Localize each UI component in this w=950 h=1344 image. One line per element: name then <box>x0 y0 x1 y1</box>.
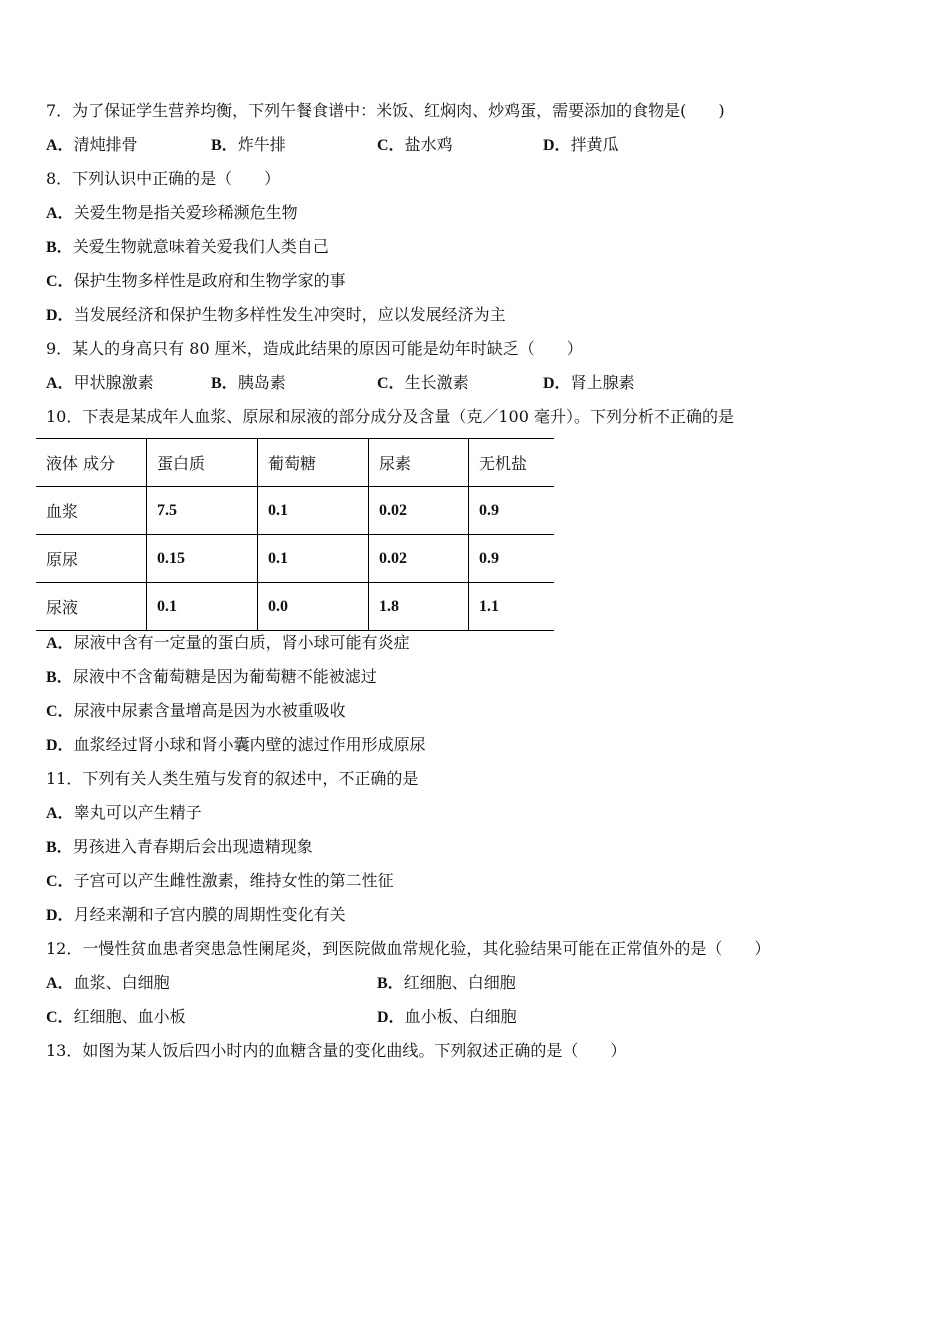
question-8-option-c[interactable] <box>46 269 346 293</box>
option-label: B． <box>377 975 404 992</box>
option-text: 炸牛排 <box>237 135 286 154</box>
option-label: C． <box>46 873 74 890</box>
option-label: B． <box>46 839 73 856</box>
option-text: 月经来潮和子宫内膜的周期性变化有关 <box>73 905 346 924</box>
table-cell: 0.02 <box>369 535 469 583</box>
question-8-option-d[interactable] <box>46 303 506 327</box>
option-a[interactable] <box>46 971 170 996</box>
option-label: D． <box>543 137 571 154</box>
table-row <box>36 487 554 535</box>
question-10-option-a[interactable] <box>46 631 410 655</box>
question-10-option-d[interactable] <box>46 733 426 757</box>
option-label: A． <box>46 635 74 652</box>
option-label: C． <box>46 703 74 720</box>
option-text: 拌黄瓜 <box>570 135 619 154</box>
option-text: 生长激素 <box>404 373 469 392</box>
option-a[interactable] <box>46 371 154 396</box>
option-label: A． <box>46 137 74 154</box>
question-8-option-a[interactable] <box>46 201 298 225</box>
question-8-stem: 8．下列认识中正确的是（ ） <box>46 169 281 188</box>
option-text: 胰岛素 <box>237 373 286 392</box>
option-text: 清炖排骨 <box>73 135 138 154</box>
question-8-option-b[interactable] <box>46 235 329 259</box>
question-7-stem: 7．为了保证学生营养均衡，下列午餐食谱中：米饭、红焖肉、炒鸡蛋，需要添加的食物是( ) <box>46 101 725 120</box>
table-cell: 1.1 <box>469 583 555 631</box>
option-label: C． <box>46 1009 74 1026</box>
table-cell: 0.15 <box>147 535 258 583</box>
option-text: 血浆、白细胞 <box>73 973 170 992</box>
option-label: B． <box>46 669 73 686</box>
table-row-label: 尿液 <box>36 583 147 631</box>
option-text: 甲状腺激素 <box>73 373 154 392</box>
option-text: 盐水鸡 <box>404 135 453 154</box>
table-row <box>36 535 554 583</box>
option-text: 血浆经过肾小球和肾小囊内壁的滤过作用形成原尿 <box>73 735 426 754</box>
option-text: 男孩进入青春期后会出现遗精现象 <box>72 837 313 856</box>
question-10-option-b[interactable] <box>46 665 377 689</box>
question-11-option-b[interactable] <box>46 835 313 859</box>
option-text: 当发展经济和保护生物多样性发生冲突时，应以发展经济为主 <box>73 305 506 324</box>
table-cell: 0.1 <box>147 583 258 631</box>
table-row <box>36 583 554 631</box>
option-label: A． <box>46 805 74 822</box>
option-text: 尿液中含有一定量的蛋白质，肾小球可能有炎症 <box>73 633 410 652</box>
option-label: C． <box>377 137 405 154</box>
option-text: 子宫可以产生雌性激素，维持女性的第二性征 <box>73 871 394 890</box>
table-cell: 0.1 <box>258 535 369 583</box>
question-9-stem: 9．某人的身高只有 80 厘米，造成此结果的原因可能是幼年时缺乏（ ） <box>46 339 583 358</box>
option-c[interactable] <box>377 371 469 396</box>
option-text: 睾丸可以产生精子 <box>73 803 202 822</box>
option-label: D． <box>46 737 74 754</box>
table-header-cell: 尿素 <box>369 439 469 487</box>
question-13-stem: 13．如图为某人饭后四小时内的血糖含量的变化曲线。下列叙述正确的是（ ） <box>46 1041 627 1060</box>
table-header-cell: 葡萄糖 <box>258 439 369 487</box>
table-row-label: 原尿 <box>36 535 147 583</box>
table-header-row <box>36 439 554 487</box>
table-header-cell: 蛋白质 <box>147 439 258 487</box>
question-10-option-c[interactable] <box>46 699 346 723</box>
option-text: 尿液中尿素含量增高是因为水被重吸收 <box>73 701 346 720</box>
option-label: A． <box>46 975 74 992</box>
table-cell: 7.5 <box>147 487 258 535</box>
table-cell: 0.1 <box>258 487 369 535</box>
option-label: B． <box>211 375 238 392</box>
table-header-cell: 无机盐 <box>469 439 555 487</box>
option-label: D． <box>377 1009 405 1026</box>
option-c[interactable] <box>46 1005 186 1030</box>
question-11-option-a[interactable] <box>46 801 202 825</box>
option-text: 肾上腺素 <box>570 373 635 392</box>
option-label: B． <box>211 137 238 154</box>
question-12-stem: 12．一慢性贫血患者突患急性阑尾炎，到医院做血常规化验，其化验结果可能在正常值外的是（ ） <box>46 939 771 958</box>
option-label: C． <box>377 375 405 392</box>
table-cell: 0.9 <box>469 535 555 583</box>
option-text: 尿液中不含葡萄糖是因为葡萄糖不能被滤过 <box>72 667 377 686</box>
question-11-stem: 11．下列有关人类生殖与发育的叙述中，不正确的是 <box>46 769 419 788</box>
option-label: A． <box>46 205 74 222</box>
composition-table <box>36 438 554 631</box>
option-label: D． <box>46 307 74 324</box>
option-d[interactable] <box>377 1005 517 1030</box>
option-text: 关爱生物就意味着关爱我们人类自己 <box>72 237 329 256</box>
option-text: 保护生物多样性是政府和生物学家的事 <box>73 271 346 290</box>
option-label: D． <box>543 375 571 392</box>
option-label: C． <box>46 273 74 290</box>
option-label: B． <box>46 239 73 256</box>
option-label: D． <box>46 907 74 924</box>
option-d[interactable] <box>543 133 619 158</box>
option-c[interactable] <box>377 133 453 158</box>
option-b[interactable] <box>211 133 286 158</box>
option-b[interactable] <box>377 971 516 996</box>
option-text: 红细胞、白细胞 <box>403 973 516 992</box>
table-cell: 0.02 <box>369 487 469 535</box>
question-10-stem: 10．下表是某成年人血浆、原尿和尿液的部分成分及含量（克／100 毫升）。下列分析不正确的是 <box>46 407 734 426</box>
option-a[interactable] <box>46 133 138 158</box>
option-text: 关爱生物是指关爱珍稀濒危生物 <box>73 203 298 222</box>
table-cell: 1.8 <box>369 583 469 631</box>
option-label: A． <box>46 375 74 392</box>
question-11-option-c[interactable] <box>46 869 394 893</box>
question-11-option-d[interactable] <box>46 903 346 927</box>
option-text: 红细胞、血小板 <box>73 1007 186 1026</box>
table-header-cell: 液体 成分 <box>36 439 147 487</box>
table-cell: 0.9 <box>469 487 555 535</box>
option-d[interactable] <box>543 371 635 396</box>
option-text: 血小板、白细胞 <box>404 1007 517 1026</box>
option-b[interactable] <box>211 371 286 396</box>
table-row-label: 血浆 <box>36 487 147 535</box>
table-cell: 0.0 <box>258 583 369 631</box>
